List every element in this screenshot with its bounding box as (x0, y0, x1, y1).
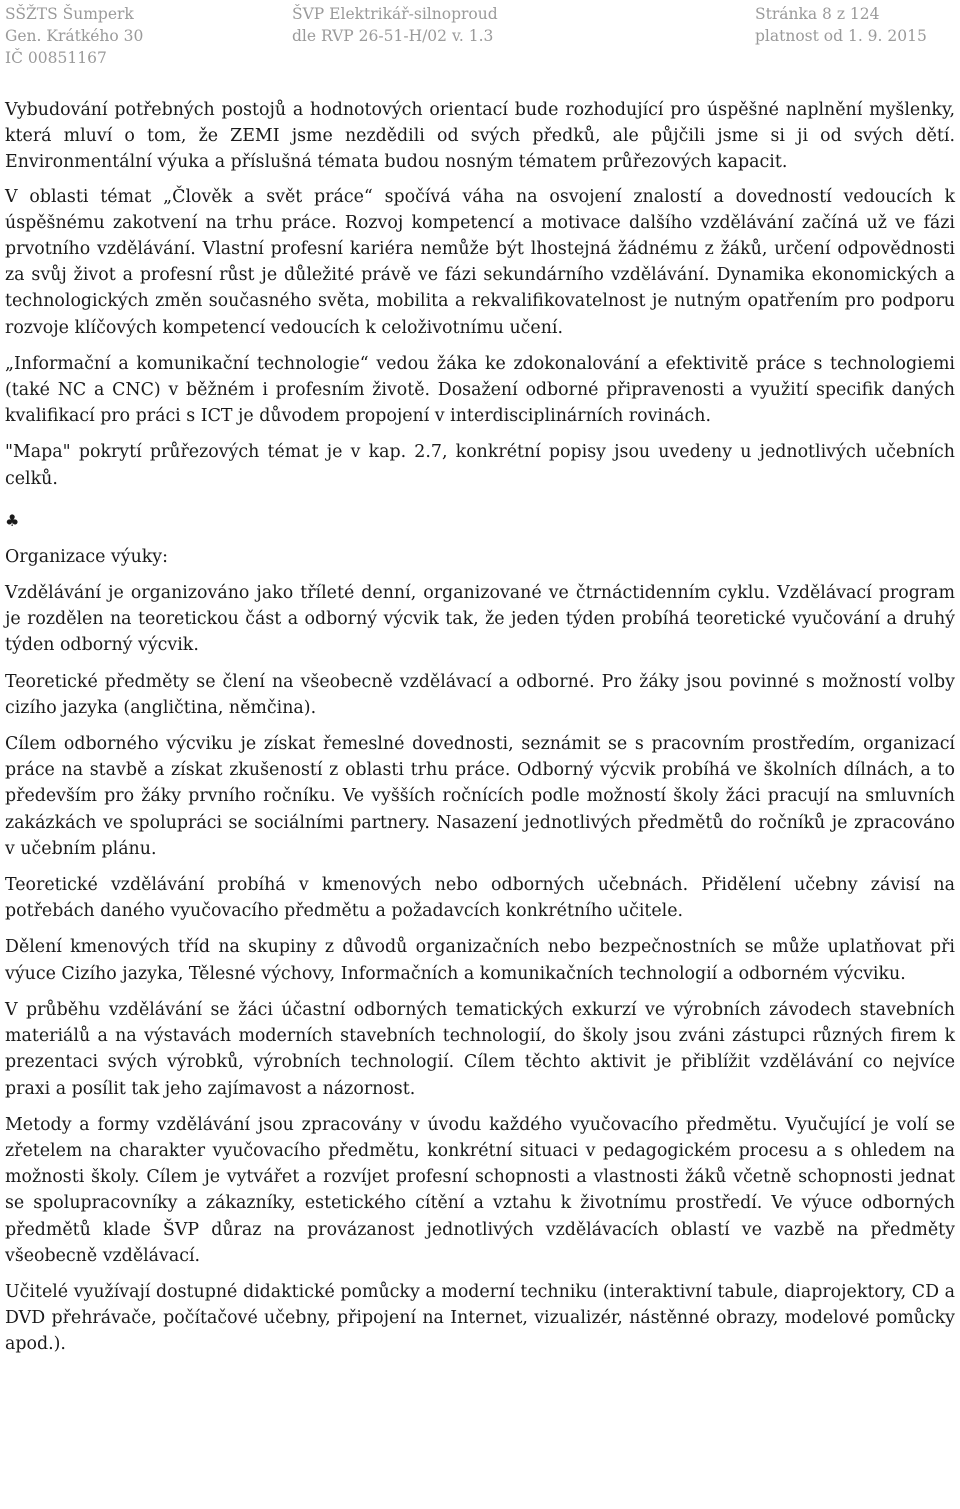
paragraph-theoretical-subjects: Teoretické předměty se člení na všeobecně vzdělávací a odborné. Pro žáky jsou povinné s možností volby cizího jazyka (angličtina, němčina). (5, 671, 955, 718)
header-page-number: Stránka 8 z 124 (755, 5, 880, 23)
header-school-info (5, 3, 143, 69)
header-program-name: ŠVP Elektrikář-silnoproud (292, 5, 498, 23)
paragraph-teaching-aids: Učitelé využívají dostupné didaktické pomůcky a moderní techniku (interaktivní tabule, diaprojektory, CD a DVD přehrávače, počítačové učebny, připojení na Internet, vizualizér, nástěnné obrazy, modelové pomůcky apod.). (5, 1281, 955, 1355)
header-school-address: Gen. Krátkého 30 (5, 27, 144, 45)
document-body (5, 97, 955, 1358)
paragraph-methods: Metody a formy vzdělávání jsou zpracovány v úvodu každého vyučovacího předmětu. Vyučující je volí se zřetelem na charakter vyučovacího předmětu, konkrétní situaci v pedagogickém procesu a s ohledem na možnosti školy. Cílem je vytvářet a rozvíjet profesní schopnosti a vlastnosti žáků včetně schopnosti jednat se spolupracovníky a zákazníky, estetického cítění a vztahu k životnímu prostředí. Ve výuce odborných předmětů klade ŠVP důraz na provázanost jednotlivých vzdělávacích oblastí ve vazbě na předměty všeobecně vzdělávací. (5, 1114, 955, 1266)
header-page-info (755, 3, 927, 47)
paragraph-topics-map: "Mapa" pokrytí průřezových témat je v kap. 2.7, konkrétní popisy jsou uvedeny u jednotlivých učebních celků. (5, 442, 955, 489)
paragraph-excursions: V průběhu vzdělávání se žáci účastní odborných tematických exkurzí ve výrobních závodech stavebních materiálů a na výstavách moderních stavebních technologií, do školy jsou zváni zástupci různých firem k prezentaci svých výrobků, výrobních technologií. Cílem těchto aktivit je přiblížit vzdělávání co nejvíce praxi a posílit tak jeho zajímavost a názornost. (5, 999, 955, 1099)
header-school-name: SŠŽTS Šumperk (5, 5, 134, 23)
paragraph-class-groups: Dělení kmenových tříd na skupiny z důvodů organizačních nebo bezpečnostních se může uplatňovat při výuce Cizího jazyka, Tělesné výchovy, Informačních a komunikačních technologií a odborném výcviku. (5, 937, 955, 984)
header-program-version: dle RVP 26-51-H/02 v. 1.3 (292, 27, 494, 45)
paragraph-ict: „Informační a komunikační technologie“ vedou žáka ke zdokonalování a efektivitě práce s technologiemi (také NC a CNC) v běžném i profesním životě. Dosažení odborné připravenosti a využití specifik daných kvalifikací pro práci s ICT je důvodem propojení v interdisciplinárních rovinách. (5, 353, 955, 427)
paragraph-practical-training: Cílem odborného výcviku je získat řemeslné dovednosti, seznámit se s pracovním prostředím, organizací práce na stavbě a získat zkušeností z oblasti trhu práce. Odborný výcvik probíhá ve školních dílnách, a to především pro žáky prvního ročníku. Ve vyšších ročnících podle možností školy žáci pracují na smluvních zakázkách ve spolupráci se sociálními partnery. Nasazení jednotlivých předmětů do ročníků je zpracováno v učebním plánu. (5, 734, 955, 859)
header-program-info (292, 3, 498, 47)
section-title: Organizace výuky: (5, 546, 168, 567)
paragraph-world-of-work: V oblasti témat „Člověk a svět práce“ spočívá váha na osvojení znalostí a dovedností vedoucích k úspěšnému zakotvení na trhu práce. Rozvoj kompetencí a motivace dalšího vzdělávání začíná už ve fázi prvotního vzdělávání. Vlastní profesní kariéra nemůže být lhostejná žádnému z žáků, určení odpovědnosti za svůj život a profesní růst je důležité právě ve fázi sekundárního vzdělávání. Dynamika ekonomických a technologických změn současného světa, mobilita a rekvalifikovatelnost je nutným opatřením pro podporu rozvoje klíčových kompetencí vedoucích k celoživotnímu učení. (5, 186, 955, 338)
paragraph-classrooms: Teoretické vzdělávání probíhá v kmenových nebo odborných učebnách. Přidělení učebny závisí na potřebách daného vyučovacího předmětu a požadavcích konkrétního učitele. (5, 875, 955, 922)
paragraph-organization: Vzdělávání je organizováno jako tříleté denní, organizované ve čtrnáctidenním cyklu. Vzdělávací program je rozdělen na teoretickou část a odborný výcvik tak, že jeden týden probíhá teoretické vyučování a druhý týden odborný výcvik. (5, 583, 955, 656)
header-school-id: IČ 00851167 (5, 49, 107, 67)
paragraph-environment: Vybudování potřebných postojů a hodnotových orientací bude rozhodující pro úspěšné naplnění myšlenky, která mluví o tom, že ZEMI jsme nezdědili od svých předků, ale půjčili jsme si ji od svých dětí. Environmentální výuka a příslušná témata budou nosným tématem průřezových kapacit. (5, 100, 955, 173)
club-bullet-icon: ♣ (5, 510, 20, 530)
header-validity: platnost od 1. 9. 2015 (755, 27, 927, 45)
